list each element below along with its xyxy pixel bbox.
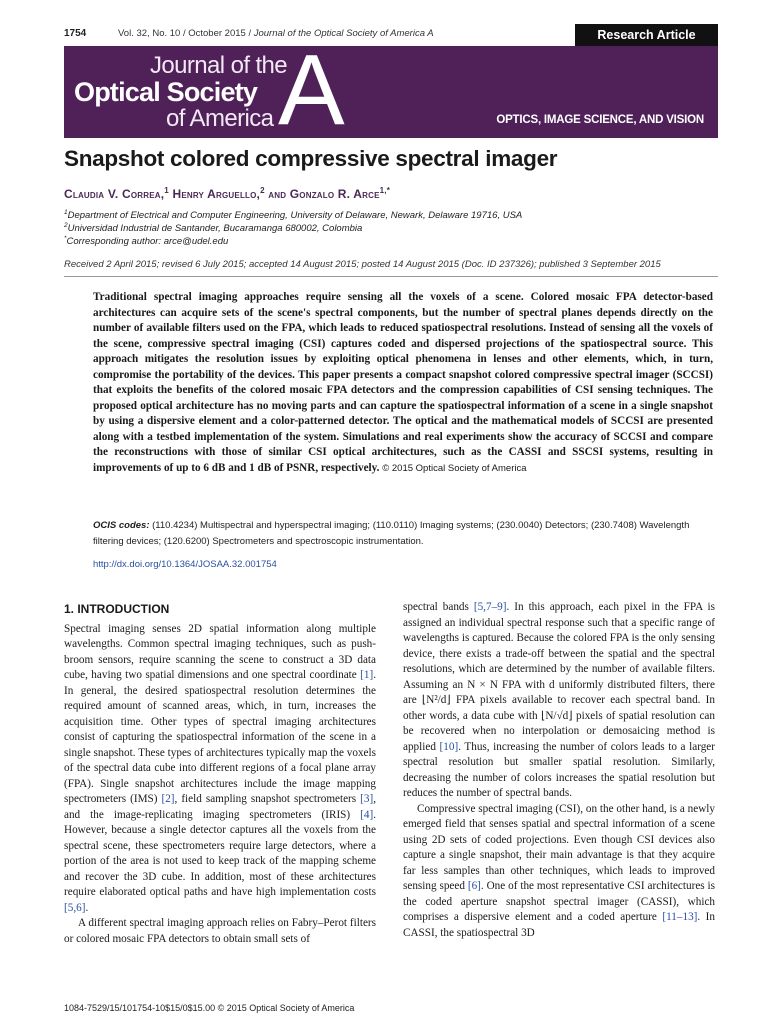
paragraph: Compressive spectral imaging (CSI), on the other hand, is a newly emerged field that senses spatial and spectral information of a scene using 2D sets of coded projections. Even though CSI devices also capture a single snapshot, their main advantage is that they acquire far less samples than other techniques, which leads to improved sensing speed [6]. One of the most representative CSI architectures is the coded aperture snapshot spectral imager (CASSI), which comprises a dispersive element and a coded aperture [11–13]. In CASSI, the spatiospectral 3D (403, 802, 716, 939)
paper-title: Snapshot colored compressive spectral imager (64, 146, 558, 171)
divider (64, 276, 718, 277)
ocis-text: (110.4234) Multispectral and hyperspectral imaging; (110.0110) Imaging systems; (230.0040) Detectors; (230.7408) Wavelength filtering devices; (120.6200) Spectrometers and spectroscopic instrumentation. (93, 520, 690, 547)
abstract (93, 290, 713, 476)
banner-line1: Journal of the (150, 52, 288, 79)
corresponding-author: *Corresponding author: arce@udel.edu (64, 235, 229, 248)
author-list: Claudia V. Correa,$^1$ Henry Arguello,$^2$ and Gonzalo R. Arce$^{1,*}$ (64, 186, 391, 201)
volume-text: Vol. 32, No. 10 / October 2015 / (118, 28, 252, 39)
banner-line2: Optical Society (74, 77, 258, 107)
volume-info (118, 28, 434, 39)
page-footer: 1084-7529/15/101754-10$15/0$15.00 © 2015 Optical Society of America (64, 1003, 355, 1013)
citation-link[interactable]: [3] (360, 793, 374, 805)
citation-link[interactable]: [1] (360, 669, 374, 681)
article-type-badge: Research Article (575, 24, 718, 46)
citation-link[interactable]: [11–13] (662, 911, 698, 923)
publication-dates: Received 2 April 2015; revised 6 July 2015; accepted 14 August 2015; posted 14 August 2015 (Doc. ID 237326); published 3 September 2015 (64, 259, 661, 270)
ocis-label: OCIS codes: (93, 520, 150, 531)
affiliation-1: $^1$Department of Electrical and Computer Engineering, University of Delaware, Newark, Delaware 19716, USA (64, 209, 523, 222)
paragraph: Spectral imaging senses 2D spatial information along multiple wavelengths. Common spectral imaging techniques, such as push-broom sensors, require scanning the scene to construct a 3D data cube, having two spatial dimensions and one spectral coordinate [1]. In general, the desired spatiospectral resolution determines the required amount of scanned areas, which, in turn, increases the acquisition time. Other types of spectral imaging architectures consist of capturing the spatiospectral information of the scene in a single snapshot. These types of architectures typically map the voxels of the spectral data cube into different regions of a focal plane array (FPA). Single snapshot architectures include the image mapping spectrometers (IMS) [2], field sampling snapshot spectrometers [3], and the image-replicating imaging spectrometers (IRIS) [4]. However, because a single detector captures all the voxels from the spectral scene, these spectrometers require large detectors, where a portion of the area is not used to keep track of the mapping scheme and recover the 3D cube. In addition, most of these architectures require elaborated optical paths and have high implementation costs [5,6]. (64, 622, 376, 914)
ocis-codes (93, 518, 713, 550)
right-column (403, 600, 715, 941)
author-1: Claudia V. Correa, (64, 187, 165, 201)
affiliation-2: $^2$Universidad Industrial de Santander, Bucaramanga 680002, Colombia (64, 222, 363, 235)
abstract-text: Traditional spectral imaging approaches require sensing all the voxels of a scene. Colored mosaic FPA detector-based architectures can acquire sets of the scene's spectral components, but the number of spectral planes depends directly on the number of available filters used on the FPA, which leads to reduced spatiospectral resolutions. Instead of sensing all the voxels of the scene, compressive spectral imaging (CSI) captures coded and dispersed projections of the spatiospectral source. This approach mitigates the resolution issues by exploiting optical phenomena in lenses and other elements, which, in turn, compromise the portability of the devices. This paper presents a compact snapshot colored compressive spectral imager (SCCSI) that exploits the benefits of the colored mosaic FPA detectors and the compression capabilities of CSI sensing techniques. The proposed optical architecture has no moving parts and can capture the spatiospectral information of a scene in a single snapshot by using a dispersive element and a color-patterned detector. The optical and the mathematical models of SCCSI are presented along with a testbed implementation of the system. Simulations and real experiments show the accuracy of SCCSI and compare the reconstructions with those of similar CSI optical architectures, such as the CASSI and SSCSI systems, resulting in improvements of up to 6 dB and 1 dB of PSNR, respectively. (93, 291, 713, 474)
author-3: Gonzalo R. Arce (289, 187, 380, 201)
page-number: 1754 (64, 28, 87, 39)
citation-link[interactable]: [10] (439, 740, 459, 753)
journal-name: Journal of the Optical Society of America A (253, 28, 434, 39)
citation-link[interactable]: [5,6] (64, 901, 86, 914)
paragraph: A different spectral imaging approach relies on Fabry–Perot filters or colored mosaic FPA detectors to obtain small sets of (64, 917, 376, 945)
banner-letter: A (278, 46, 345, 138)
author-2: Henry Arguello, (172, 187, 261, 201)
paragraph: spectral bands [5,7–9]. In this approach, each pixel in the FPA is assigned an individual spectral response such that a specific range of wavelengths is captured. Because the colored FPA is the only sensing device, there exists a trade-off between the spatial and the spectral resolutions, which are determined by the number of available filters. Assuming an N × N FPA with d uniformly distributed filters, there are ⌊N²/d⌋ FPA pixels available to recover each spectral band. In other words, a data cube with ⌊N/√d⌋ pixels of spatial resolution can be recovered when no interpolation or demosaicing method is applied [10]. Thus, increasing the number of colors leads to a larger spectral resolution but smaller spatial resolution. Similarly, decreasing the number of colors increases the spatial resolution but reduces the number of spectral bands. (403, 601, 716, 799)
citation-link[interactable]: [2] (161, 793, 175, 805)
citation-link[interactable]: [5,7–9] (473, 601, 507, 613)
citation-link[interactable]: [6] (467, 880, 481, 892)
section-heading: 1. INTRODUCTION (64, 602, 170, 616)
citation-link[interactable]: [4] (360, 808, 374, 821)
abstract-copyright: © 2015 Optical Society of America (382, 462, 527, 474)
doi-link[interactable]: http://dx.doi.org/10.1364/JOSAA.32.001754 (93, 559, 277, 570)
journal-banner (64, 46, 718, 138)
banner-line3: of America (166, 105, 274, 132)
banner-tagline: OPTICS, IMAGE SCIENCE, AND VISION (496, 114, 704, 126)
left-column (64, 602, 376, 947)
